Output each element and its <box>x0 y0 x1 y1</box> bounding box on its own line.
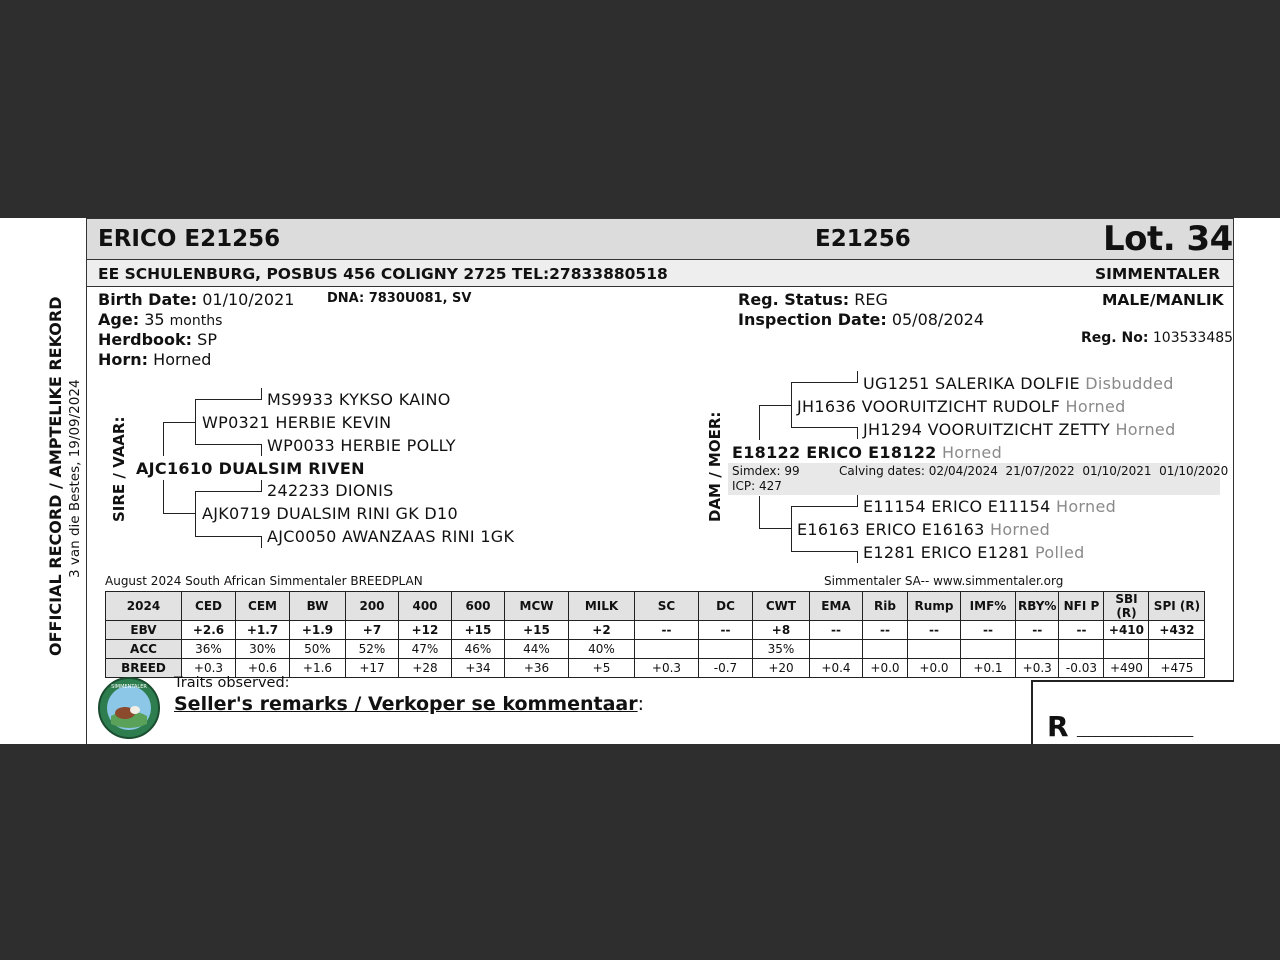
ped-line <box>759 496 760 529</box>
age-label: Age: <box>98 310 140 329</box>
ebv-cell: -- <box>635 621 699 640</box>
dam-sire-sire-name: UG1251 SALERIKA DOLFIE <box>863 374 1080 393</box>
dam-dam <box>797 520 1050 539</box>
ebv-header-cell: MILK <box>569 592 635 621</box>
ebv-header-cell: 200 <box>346 592 399 621</box>
ebv-header-cell: EMA <box>810 592 863 621</box>
herdbook-value: SP <box>197 330 217 349</box>
ebv-cell: -- <box>961 621 1016 640</box>
reg-no-label: Reg. No: <box>1081 330 1149 346</box>
horn-value: Horned <box>153 350 212 369</box>
ebv-row-label: EBV <box>106 621 182 640</box>
ebv-cell <box>635 640 699 659</box>
ebv-cell: +410 <box>1104 621 1149 640</box>
ped-line <box>791 427 857 428</box>
ped-line <box>195 399 261 400</box>
ebv-header-row <box>106 592 1205 621</box>
breed-label: SIMMENTALER <box>1095 265 1221 283</box>
dna-info: DNA: 7830U081, SV <box>327 291 472 306</box>
ebv-cell: -- <box>1016 621 1059 640</box>
ped-line <box>163 422 164 456</box>
ped-line <box>163 513 196 514</box>
ebv-cell: +0.4 <box>810 659 863 678</box>
ebv-cell <box>1149 640 1205 659</box>
ebv-cell <box>1104 640 1149 659</box>
ped-line <box>791 506 857 507</box>
ped-line <box>195 491 261 492</box>
ebv-cell: -- <box>810 621 863 640</box>
horn <box>98 350 211 369</box>
ebv-cell: +2.6 <box>182 621 236 640</box>
ebv-header-cell: 600 <box>452 592 505 621</box>
age-unit: months <box>169 313 223 329</box>
sire-name: AJC1610 DUALSIM RIVEN <box>136 459 365 478</box>
ebv-header-cell: DC <box>699 592 753 621</box>
ped-line <box>261 388 262 400</box>
ped-line <box>163 480 164 514</box>
ebv-cell: -- <box>908 621 961 640</box>
horn-label: Horn: <box>98 350 149 369</box>
ebv-cell: +36 <box>505 659 569 678</box>
calving-values: 02/04/2024 21/07/2022 01/10/2021 01/10/2020 <box>928 464 1229 478</box>
ped-line <box>195 444 261 445</box>
dam-sire-dam <box>863 420 1176 439</box>
dam-sire-dam-name: JH1294 VOORUITZICHT ZETTY <box>863 420 1111 439</box>
sire-label: SIRE / VAAR: <box>110 416 128 522</box>
reg-status-label: Reg. Status: <box>738 290 850 309</box>
ebv-cell <box>863 640 908 659</box>
ebv-cell: +1.6 <box>290 659 346 678</box>
ebv-cell: +12 <box>399 621 452 640</box>
official-record-label: OFFICIAL RECORD / AMPTELIKE REKORD <box>46 296 65 656</box>
inspection-label: Inspection Date: <box>738 310 887 329</box>
ebv-header-cell: Rib <box>863 592 908 621</box>
ebv-cell: -0.03 <box>1059 659 1104 678</box>
dam-sire-dam-horn: Horned <box>1115 420 1176 439</box>
ebv-header-cell: Rump <box>908 592 961 621</box>
ebv-header-cell: BW <box>290 592 346 621</box>
sire-sire-sire: MS9933 KYKSO KAINO <box>267 390 451 409</box>
breedplan-caption: August 2024 South African Simmentaler BREEDPLAN <box>105 574 423 588</box>
animal-name: ERICO E21256 <box>98 226 281 252</box>
ped-line <box>857 371 858 383</box>
dam-dam-sire <box>863 497 1116 516</box>
icp: ICP: 427 <box>732 479 782 493</box>
ebv-header-cell: SPI (R) <box>1149 592 1205 621</box>
ebv-cell: +0.0 <box>908 659 961 678</box>
ebv-cell: +8 <box>753 621 810 640</box>
price-currency: R <box>1047 710 1069 743</box>
reg-no <box>1081 330 1233 346</box>
ebv-header-cell: CED <box>182 592 236 621</box>
ebv-cell: 50% <box>290 640 346 659</box>
ebv-cell: -0.7 <box>699 659 753 678</box>
ebv-cell: 40% <box>569 640 635 659</box>
ebv-row-label: ACC <box>106 640 182 659</box>
dam-sire-name: JH1636 VOORUITZICHT RUDOLF <box>797 397 1061 416</box>
ebv-cell: +0.3 <box>1016 659 1059 678</box>
sire-dam-sire: 242233 DIONIS <box>267 481 394 500</box>
catalogue-page <box>0 218 1280 744</box>
birth-date-label: Birth Date: <box>98 290 198 309</box>
dam-sire-sire-horn: Disbudded <box>1085 374 1174 393</box>
ebv-cell: 35% <box>753 640 810 659</box>
herdbook-label: Herdbook: <box>98 330 193 349</box>
ped-line <box>163 422 196 423</box>
ped-line <box>759 405 760 440</box>
sex-label: MALE/MANLIK <box>1102 291 1224 309</box>
ped-line <box>261 444 262 456</box>
ebv-cell: +1.7 <box>236 621 290 640</box>
logo-text: SIMMENTALER <box>111 684 147 690</box>
ebv-cell <box>1016 640 1059 659</box>
animal-id: E21256 <box>815 226 911 252</box>
dam-sire <box>797 397 1126 416</box>
ebv-cell: +17 <box>346 659 399 678</box>
ebv-cell: +0.3 <box>635 659 699 678</box>
sire-sire: WP0321 HERBIE KEVIN <box>202 413 392 432</box>
dam-horn: Horned <box>941 443 1003 462</box>
sellers-remarks-colon: : <box>637 693 645 715</box>
ebv-row-label: BREED <box>106 659 182 678</box>
ebv-cell: +2 <box>569 621 635 640</box>
ebv-cell: 30% <box>236 640 290 659</box>
ebv-cell: -- <box>1059 621 1104 640</box>
ebv-cell <box>810 640 863 659</box>
sire-dam-dam: AJC0050 AWANZAAS RINI 1GK <box>267 527 515 546</box>
herdbook <box>98 330 217 349</box>
ebv-header-cell: SC <box>635 592 699 621</box>
ped-line <box>857 495 858 507</box>
simmentaler-logo <box>97 676 161 740</box>
ebv-cell: +1.9 <box>290 621 346 640</box>
birth-date-value: 01/10/2021 <box>202 290 295 309</box>
ebv-cell: +5 <box>569 659 635 678</box>
ebv-cell <box>699 640 753 659</box>
reg-status <box>738 290 888 309</box>
ebv-cell: 36% <box>182 640 236 659</box>
ebv-header-cell: SBI (R) <box>1104 592 1149 621</box>
birth-date <box>98 290 294 309</box>
ebv-cell: +20 <box>753 659 810 678</box>
ebv-cell: 44% <box>505 640 569 659</box>
ebv-cell: 52% <box>346 640 399 659</box>
dam-dam-dam <box>863 543 1085 562</box>
ebv-cell: +7 <box>346 621 399 640</box>
sellers-remarks <box>174 693 644 715</box>
ebv-cell: -- <box>699 621 753 640</box>
sire-sire-dam: WP0033 HERBIE POLLY <box>267 436 456 455</box>
ebv-cell <box>1059 640 1104 659</box>
ebv-header-cell: 2024 <box>106 592 182 621</box>
ebv-cell: +34 <box>452 659 505 678</box>
dam-name <box>732 443 1002 462</box>
dam-dam-dam-horn: Polled <box>1035 543 1085 562</box>
breeder-line: EE SCHULENBURG, POSBUS 456 COLIGNY 2725 TEL:27833880518 <box>98 265 668 283</box>
inspection-value: 05/08/2024 <box>891 310 985 329</box>
inspection-date <box>738 310 984 329</box>
lot-number: Lot. 34 <box>1103 219 1233 259</box>
ebv-cell: -- <box>863 621 908 640</box>
sellers-remarks-label: Seller's remarks / Verkoper se kommentaar <box>174 693 638 715</box>
ebv-header-cell: CEM <box>236 592 290 621</box>
ped-line <box>759 528 792 529</box>
calving-dates <box>839 464 1228 478</box>
ebv-header-cell: NFI P <box>1059 592 1104 621</box>
ebv-cell: 46% <box>452 640 505 659</box>
ped-line <box>857 427 858 439</box>
dam-dam-name: E16163 ERICO E16163 <box>797 520 985 539</box>
dam-sire-horn: Horned <box>1065 397 1126 416</box>
sire-dam: AJK0719 DUALSIM RINI GK D10 <box>202 504 458 523</box>
ebv-cell: +15 <box>452 621 505 640</box>
traits-observed: Traits observed: <box>174 675 290 691</box>
ped-line <box>791 551 857 552</box>
ebv-cell: +0.6 <box>236 659 290 678</box>
ebv-table <box>105 591 1205 678</box>
dam-dam-sire-name: E11154 ERICO E11154 <box>863 497 1051 516</box>
ebv-cell: +15 <box>505 621 569 640</box>
dam-name-text: E18122 ERICO E18122 <box>732 443 937 462</box>
dam-label: DAM / MOER: <box>706 411 724 522</box>
ped-line <box>261 536 262 548</box>
sale-source-label: 3 van die Bestes, 19/09/2024 <box>67 379 83 578</box>
ebv-cell: +432 <box>1149 621 1205 640</box>
ebv-header-cell: IMF% <box>961 592 1016 621</box>
ebv-header-cell: 400 <box>399 592 452 621</box>
ebv-header-cell: CWT <box>753 592 810 621</box>
ped-line <box>195 491 196 537</box>
ebv-cell <box>908 640 961 659</box>
age <box>98 310 222 329</box>
ped-line <box>791 382 857 383</box>
ebv-cell: +490 <box>1104 659 1149 678</box>
dam-dam-sire-horn: Horned <box>1056 497 1117 516</box>
dam-dam-dam-name: E1281 ERICO E1281 <box>863 543 1030 562</box>
ebv-cell: +475 <box>1149 659 1205 678</box>
ped-line <box>857 551 858 563</box>
ebv-row-ebv <box>106 621 1205 640</box>
age-value: 35 <box>144 310 165 329</box>
ebv-header-cell: RBY% <box>1016 592 1059 621</box>
ebv-cell: +0.3 <box>182 659 236 678</box>
calving-label: Calving dates: <box>839 464 925 478</box>
ped-line <box>759 405 792 406</box>
simdex: Simdex: 99 <box>732 464 800 478</box>
ebv-cell: 47% <box>399 640 452 659</box>
ped-line <box>261 480 262 492</box>
ped-line <box>791 506 792 552</box>
breedplan-source: Simmentaler SA-- www.simmentaler.org <box>824 574 1064 588</box>
ebv-cell <box>961 640 1016 659</box>
dam-dam-horn: Horned <box>990 520 1051 539</box>
ebv-cell: +0.1 <box>961 659 1016 678</box>
ebv-cell: +28 <box>399 659 452 678</box>
ebv-cell: +0.0 <box>863 659 908 678</box>
reg-no-value: 103533485 <box>1152 330 1234 346</box>
price-line: ___________________ <box>1077 723 1193 738</box>
reg-status-value: REG <box>854 290 888 309</box>
ebv-header-cell: MCW <box>505 592 569 621</box>
ebv-row-acc <box>106 640 1205 659</box>
ped-line <box>195 536 261 537</box>
dam-sire-sire <box>863 374 1174 393</box>
